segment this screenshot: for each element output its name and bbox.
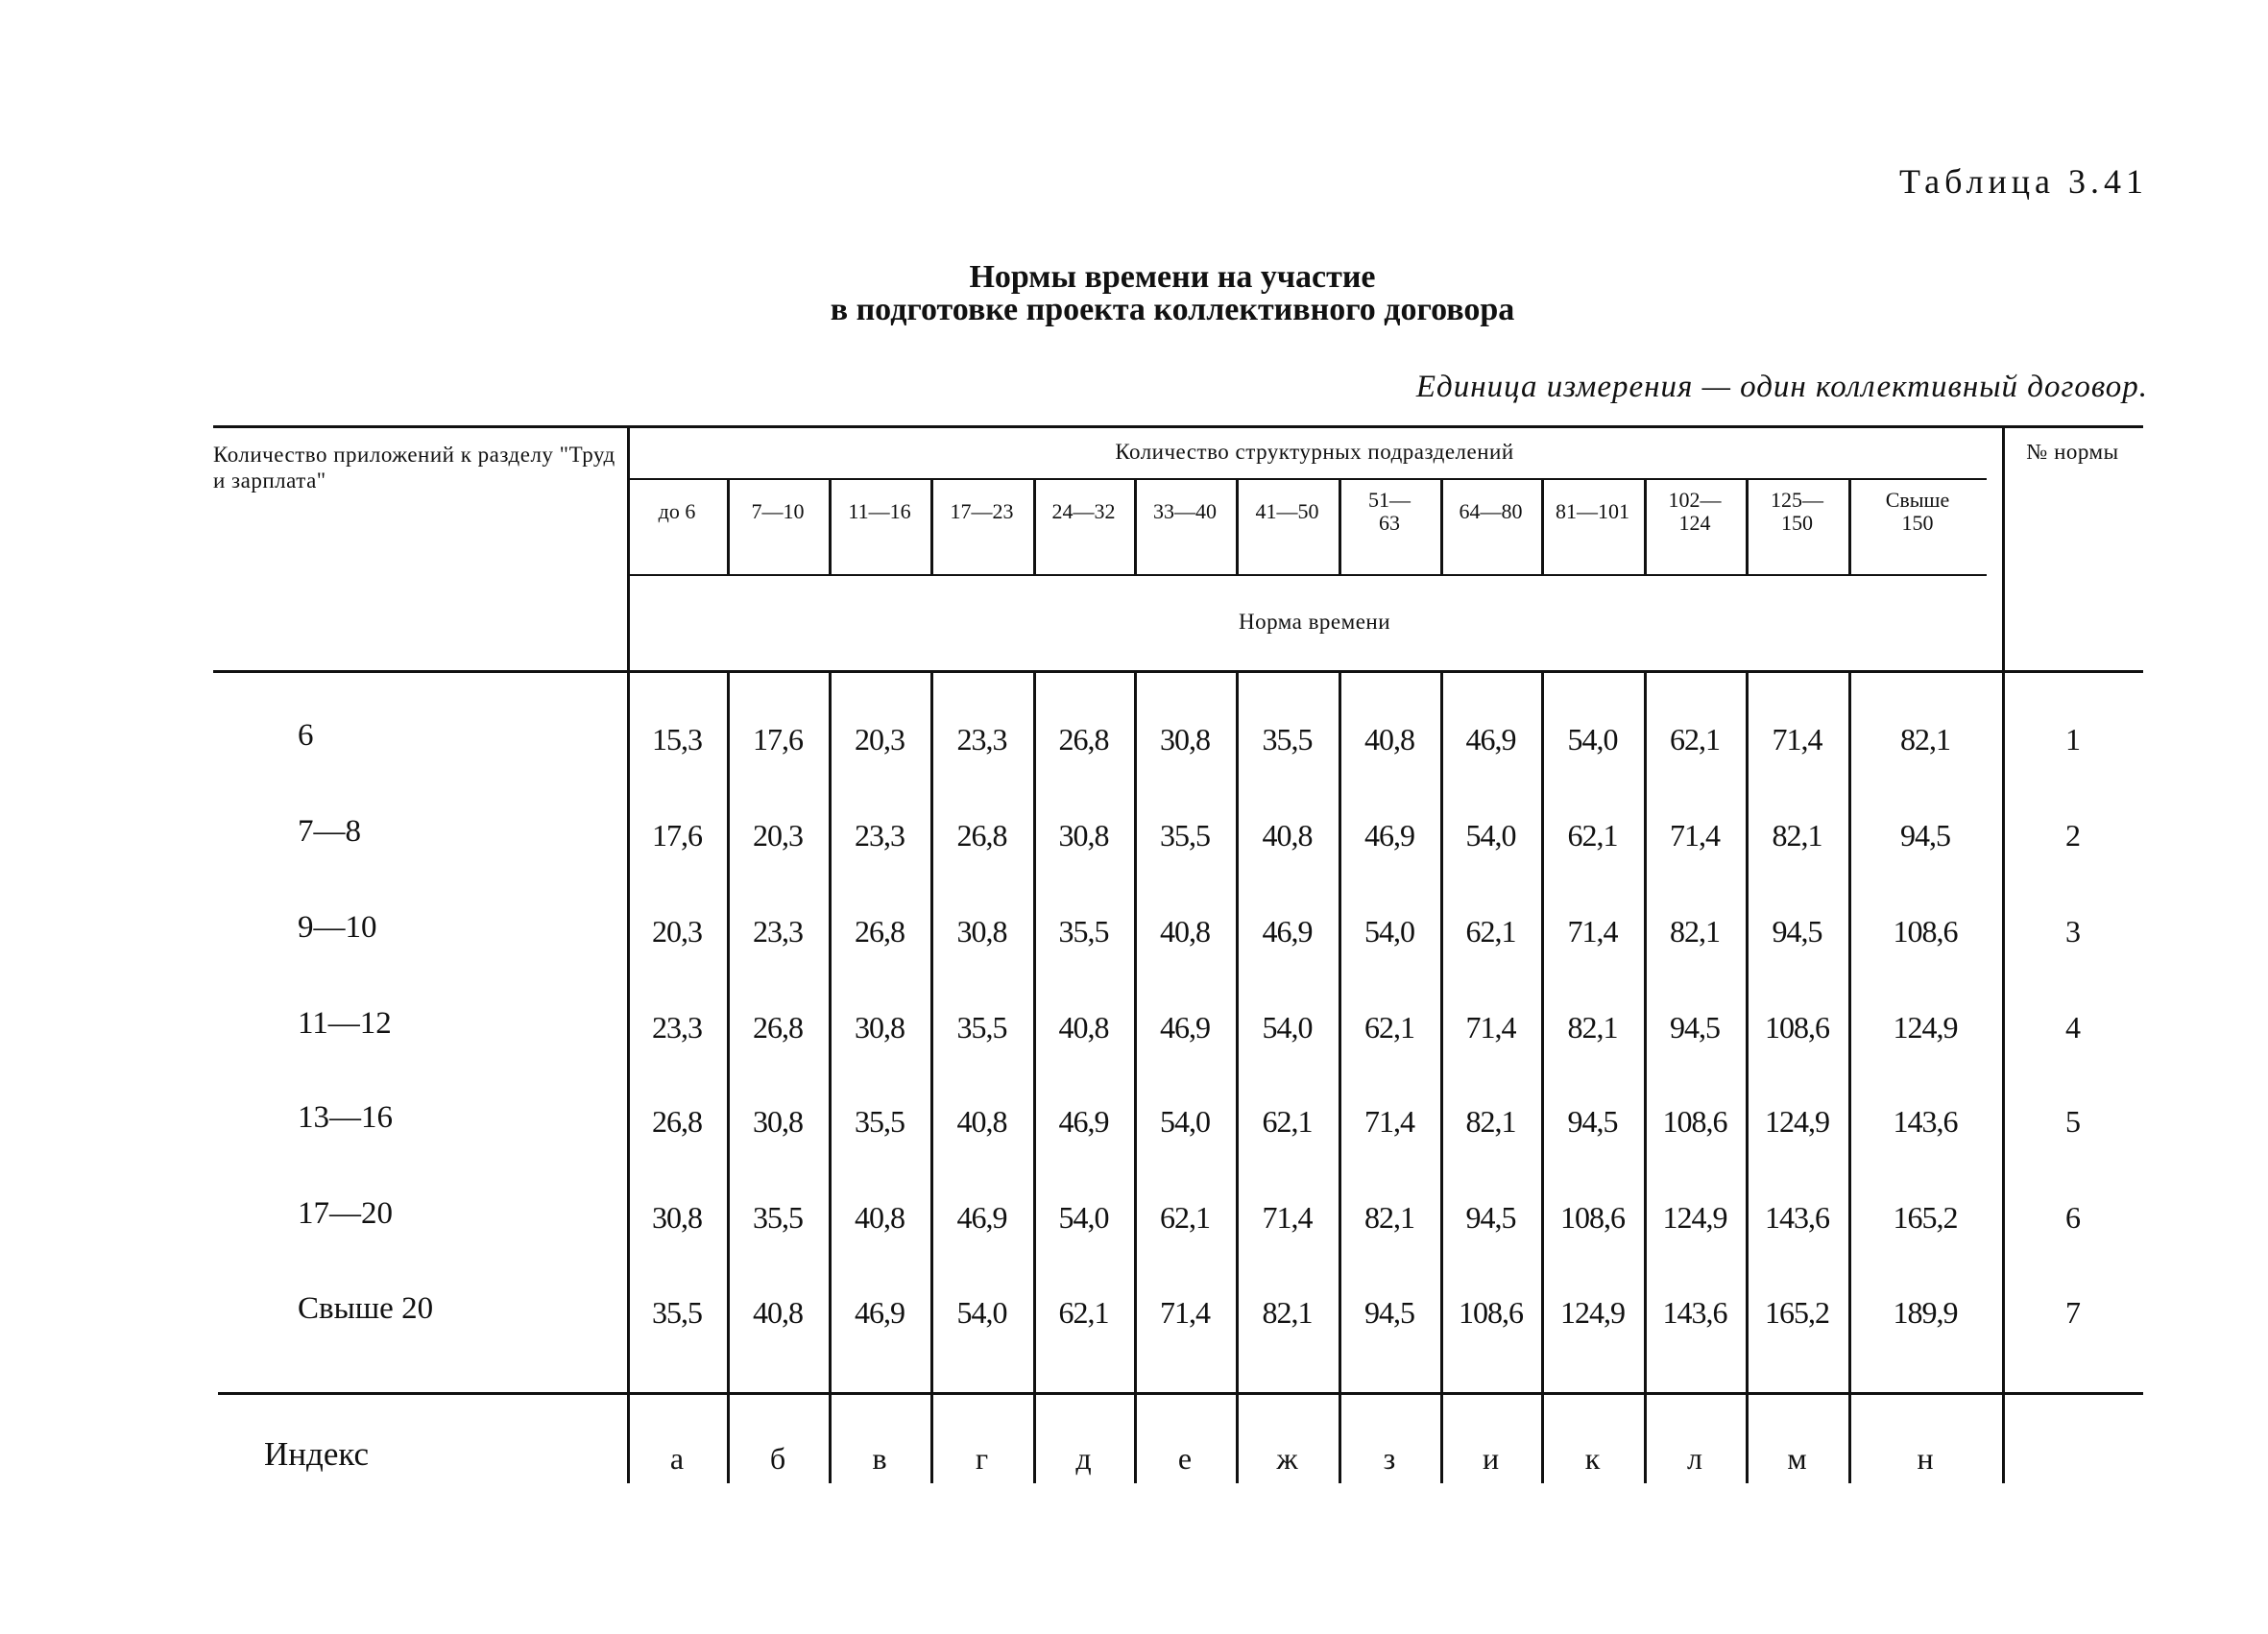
value-cell: 94,5 [1465, 1199, 1516, 1235]
value-cell: 62,1 [1465, 913, 1516, 949]
value-cell: 54,0 [1465, 817, 1516, 853]
unit-caption: Единица измерения — один коллективный договор. [1415, 370, 2148, 404]
value-cell: 71,4 [1670, 817, 1720, 853]
value-cell: 82,1 [1465, 1103, 1516, 1139]
value-cell: 108,6 [1662, 1103, 1727, 1139]
index-letter: а [669, 1440, 685, 1476]
value-cell: 17,6 [753, 721, 803, 757]
value-cell: 26,8 [652, 1103, 702, 1139]
value-cell: 143,6 [1893, 1103, 1958, 1139]
value-cell: 108,6 [1893, 913, 1958, 949]
rule-col-body [1134, 670, 1137, 1483]
column-header: 33—40 [1153, 499, 1217, 523]
value-cell: 46,9 [1465, 721, 1516, 757]
index-letter: л [1687, 1440, 1702, 1476]
value-cell: 94,5 [1364, 1294, 1414, 1330]
value-cell: 40,8 [1058, 1009, 1109, 1045]
value-cell: 71,4 [1262, 1199, 1313, 1235]
value-cell: 143,6 [1765, 1199, 1829, 1235]
value-cell: 94,5 [1772, 913, 1822, 949]
title-line-1: Нормы времени на участие [969, 259, 1376, 295]
value-cell: 71,4 [1567, 913, 1618, 949]
value-cell: 124,9 [1765, 1103, 1829, 1139]
value-cell: 143,6 [1662, 1294, 1727, 1330]
value-cell: 20,3 [855, 721, 905, 757]
value-cell: 35,5 [1262, 721, 1313, 757]
value-cell: 26,8 [956, 817, 1007, 853]
value-cell: 23,3 [652, 1009, 702, 1045]
value-cell: 124,9 [1560, 1294, 1625, 1330]
value-cell: 46,9 [1262, 913, 1313, 949]
value-cell: 62,1 [1670, 721, 1720, 757]
rule-col-body [727, 670, 730, 1483]
index-letter: б [769, 1440, 786, 1476]
value-cell: 40,8 [1262, 817, 1313, 853]
norm-number: 5 [2065, 1103, 2080, 1139]
rule-col-body [1440, 670, 1443, 1483]
norm-no-header: № нормы [2026, 440, 2119, 464]
value-cell: 35,5 [753, 1199, 803, 1235]
column-header: 102— 124 [1668, 488, 1722, 535]
value-cell: 30,8 [956, 913, 1007, 949]
row-label: 13—16 [298, 1100, 393, 1135]
rule-col-body [1339, 670, 1341, 1483]
rule-col-body [1033, 670, 1036, 1483]
value-cell: 71,4 [1160, 1294, 1210, 1330]
index-letter: к [1584, 1440, 1601, 1476]
norm-number: 4 [2065, 1009, 2080, 1045]
row-label: 17—20 [298, 1196, 393, 1231]
value-cell: 17,6 [652, 817, 702, 853]
value-cell: 82,1 [1567, 1009, 1618, 1045]
value-cell: 94,5 [1900, 817, 1950, 853]
value-cell: 23,3 [753, 913, 803, 949]
value-cell: 62,1 [1262, 1103, 1313, 1139]
value-cell: 54,0 [1567, 721, 1618, 757]
value-cell: 26,8 [1058, 721, 1109, 757]
value-cell: 26,8 [753, 1009, 803, 1045]
value-cell: 54,0 [1058, 1199, 1109, 1235]
value-cell: 30,8 [855, 1009, 905, 1045]
norm-number: 1 [2065, 721, 2080, 757]
value-cell: 46,9 [956, 1199, 1007, 1235]
value-cell: 46,9 [1160, 1009, 1210, 1045]
index-label: Индекс [264, 1435, 370, 1473]
value-cell: 40,8 [855, 1199, 905, 1235]
column-header: до 6 [658, 499, 696, 523]
value-cell: 108,6 [1560, 1199, 1625, 1235]
value-cell: 35,5 [956, 1009, 1007, 1045]
value-cell: 71,4 [1465, 1009, 1516, 1045]
column-header: 125— 150 [1771, 488, 1823, 535]
index-letter: з [1383, 1440, 1396, 1476]
index-letter: е [1177, 1440, 1193, 1476]
index-letter: ж [1276, 1440, 1298, 1476]
index-letter: д [1075, 1440, 1092, 1476]
row-label: Свыше 20 [298, 1291, 434, 1326]
value-cell: 23,3 [855, 817, 905, 853]
value-cell: 165,2 [1765, 1294, 1829, 1330]
index-letter: и [1482, 1440, 1500, 1476]
value-cell: 30,8 [1058, 817, 1109, 853]
value-cell: 124,9 [1662, 1199, 1727, 1235]
value-cell: 62,1 [1364, 1009, 1414, 1045]
value-cell: 62,1 [1058, 1294, 1109, 1330]
value-cell: 54,0 [956, 1294, 1007, 1330]
column-header: 11—16 [848, 499, 911, 523]
table-number: Таблица 3.41 [1899, 162, 2148, 201]
value-cell: 46,9 [1058, 1103, 1109, 1139]
row-label: 9—10 [298, 910, 377, 945]
value-cell: 20,3 [652, 913, 702, 949]
value-cell: 71,4 [1364, 1103, 1414, 1139]
row-header: Количество приложений к разделу "Труд и зарплата" [213, 443, 615, 493]
value-cell: 40,8 [1364, 721, 1414, 757]
index-letter: н [1917, 1440, 1934, 1476]
row-label: 11—12 [298, 1006, 392, 1041]
norma-vremeni-header: Норма времени [1238, 610, 1391, 634]
value-cell: 26,8 [855, 913, 905, 949]
column-header: 7—10 [751, 499, 805, 523]
group-header: Количество структурных подразделений [1115, 439, 1514, 464]
title-line-2: в подготовке проекта коллективного договора [830, 292, 1515, 327]
value-cell: 20,3 [753, 817, 803, 853]
value-cell: 94,5 [1670, 1009, 1720, 1045]
value-cell: 189,9 [1893, 1294, 1958, 1330]
column-header: 64—80 [1459, 499, 1523, 523]
value-cell: 54,0 [1262, 1009, 1313, 1045]
value-cell: 35,5 [652, 1294, 702, 1330]
rule-col-body [1746, 670, 1749, 1483]
value-cell: 54,0 [1364, 913, 1414, 949]
value-cell: 46,9 [855, 1294, 905, 1330]
rule-body-bottom [218, 1392, 2143, 1395]
rule-col-body [829, 670, 832, 1483]
row-label: 6 [298, 718, 314, 753]
index-letter: в [872, 1440, 887, 1476]
rule-col-body [1236, 670, 1239, 1483]
value-cell: 82,1 [1900, 721, 1950, 757]
norm-number: 3 [2065, 913, 2080, 949]
value-cell: 15,3 [652, 721, 702, 757]
value-cell: 40,8 [753, 1294, 803, 1330]
value-cell: 108,6 [1459, 1294, 1523, 1330]
value-cell: 165,2 [1893, 1199, 1958, 1235]
value-cell: 62,1 [1567, 817, 1618, 853]
value-cell: 62,1 [1160, 1199, 1210, 1235]
value-cell: 30,8 [753, 1103, 803, 1139]
index-letter: г [975, 1440, 989, 1476]
norm-number: 6 [2065, 1199, 2080, 1235]
value-cell: 30,8 [1160, 721, 1210, 757]
rule-col-body [1644, 670, 1647, 1483]
row-label: 7—8 [298, 814, 361, 849]
column-header: 24—32 [1051, 499, 1116, 523]
value-cell: 82,1 [1262, 1294, 1313, 1330]
column-header: 81—101 [1556, 499, 1629, 523]
value-cell: 82,1 [1772, 817, 1822, 853]
value-cell: 30,8 [652, 1199, 702, 1235]
norm-number: 2 [2065, 817, 2080, 853]
column-header: 51— 63 [1368, 488, 1411, 535]
rule-header-bottom [213, 670, 2143, 673]
value-cell: 40,8 [1160, 913, 1210, 949]
value-cell: 124,9 [1893, 1009, 1958, 1045]
value-cell: 40,8 [956, 1103, 1007, 1139]
value-cell: 71,4 [1772, 721, 1822, 757]
column-header: 41—50 [1255, 499, 1319, 523]
value-cell: 82,1 [1670, 913, 1720, 949]
column-header: 17—23 [950, 499, 1014, 523]
value-cell: 35,5 [1160, 817, 1210, 853]
index-letter: м [1787, 1440, 1807, 1476]
value-cell: 35,5 [1058, 913, 1109, 949]
value-cell: 82,1 [1364, 1199, 1414, 1235]
value-cell: 35,5 [855, 1103, 905, 1139]
value-cell: 23,3 [956, 721, 1007, 757]
value-cell: 54,0 [1160, 1103, 1210, 1139]
norm-number: 7 [2065, 1294, 2080, 1330]
rule-col-body [930, 670, 933, 1483]
column-header: Свыше 150 [1885, 488, 1950, 535]
value-cell: 46,9 [1364, 817, 1414, 853]
value-cell: 108,6 [1765, 1009, 1829, 1045]
rule-col-body [1541, 670, 1544, 1483]
value-cell: 94,5 [1567, 1103, 1618, 1139]
rule-col-body [1848, 670, 1851, 1483]
